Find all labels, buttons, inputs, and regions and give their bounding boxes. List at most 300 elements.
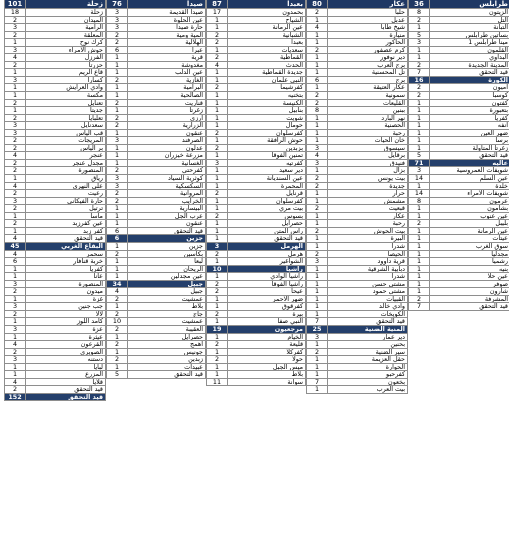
place-count: 4 bbox=[5, 341, 26, 348]
place-count: 1 bbox=[409, 137, 430, 144]
place-name: كرك نوح bbox=[79, 39, 103, 46]
table-row bbox=[107, 167, 205, 175]
place-count: 1 bbox=[409, 273, 430, 280]
place-count: 2 bbox=[207, 311, 228, 318]
place-name: بنيه bbox=[498, 265, 508, 273]
place-name: بلاط bbox=[191, 303, 203, 310]
place-count: 2 bbox=[5, 205, 26, 212]
place-name: برج العرب bbox=[377, 61, 405, 69]
place-name: الحدث bbox=[285, 61, 303, 69]
table-row bbox=[107, 341, 205, 349]
place-count: 3 bbox=[107, 17, 128, 24]
table-row bbox=[5, 341, 105, 349]
place-name: السكسكية bbox=[175, 182, 203, 190]
place-name: جديدة bbox=[389, 182, 405, 190]
place-name: سعدنايل bbox=[80, 122, 103, 129]
place-name: بحنين bbox=[390, 341, 405, 348]
place-name: بعبدا bbox=[287, 0, 303, 8]
place-name: الخرايب bbox=[181, 197, 203, 205]
table-row bbox=[307, 47, 407, 55]
place-count: 3 bbox=[107, 24, 128, 31]
place-name: طرابلس bbox=[479, 0, 508, 8]
place-count: 1 bbox=[207, 17, 228, 24]
place-count: 2 bbox=[5, 190, 26, 197]
table-row bbox=[409, 39, 509, 47]
place-name: ميس الجبل bbox=[272, 363, 303, 371]
place-name: جديدة القماطية bbox=[262, 69, 303, 76]
place-name: ببنين bbox=[392, 107, 405, 114]
place-count: 1 bbox=[207, 258, 228, 265]
place-name: بنابيل bbox=[288, 107, 303, 114]
place-name: قرنايل bbox=[286, 190, 303, 197]
table-row bbox=[5, 77, 105, 85]
place-name: حرار bbox=[392, 190, 405, 197]
table-row bbox=[107, 288, 205, 296]
table-row bbox=[307, 62, 407, 70]
place-name: الصالحية bbox=[180, 92, 203, 99]
place-name: المنية الضنية bbox=[364, 325, 405, 333]
table-row bbox=[307, 32, 407, 40]
place-name: جزين bbox=[186, 235, 203, 242]
place-name: قيد التحقق bbox=[74, 235, 103, 242]
table-row bbox=[207, 62, 305, 70]
place-name: جبيل bbox=[187, 280, 203, 288]
place-count: 2 bbox=[409, 84, 430, 91]
place-count: 2 bbox=[307, 92, 328, 99]
table-row bbox=[107, 228, 205, 236]
place-count: 1 bbox=[409, 145, 430, 152]
place-count: 5 bbox=[409, 152, 430, 159]
table-row bbox=[107, 190, 205, 198]
place-count: 2 bbox=[107, 341, 128, 348]
place-count: 5 bbox=[409, 32, 430, 39]
place-count: 1 bbox=[207, 318, 228, 325]
place-name: كرم عصفور bbox=[373, 46, 405, 54]
place-count: 2 bbox=[107, 326, 128, 333]
place-count: 2 bbox=[207, 190, 228, 197]
place-count: 1 bbox=[307, 273, 328, 280]
place-name: الشواغير bbox=[279, 258, 303, 265]
table-row bbox=[207, 273, 305, 281]
place-name: كفرقوق bbox=[281, 303, 303, 310]
place-count: 2 bbox=[5, 386, 26, 393]
place-count: 2 bbox=[409, 296, 430, 303]
place-name: بخعون bbox=[388, 378, 405, 386]
place-count: 1 bbox=[107, 243, 128, 250]
place-count: 2 bbox=[107, 32, 128, 39]
place-count: 1 bbox=[307, 303, 328, 310]
table-row bbox=[207, 24, 305, 32]
table-row bbox=[207, 303, 305, 311]
table-row bbox=[207, 107, 305, 115]
table-row bbox=[409, 100, 509, 108]
place-count: 1 bbox=[409, 24, 430, 31]
place-count: 3 bbox=[107, 137, 128, 144]
table-row bbox=[207, 183, 305, 191]
table-row bbox=[5, 32, 105, 40]
place-name: عنقون bbox=[186, 129, 203, 137]
place-count: 1 bbox=[5, 213, 26, 220]
table-row bbox=[307, 303, 407, 311]
district-subheader bbox=[207, 326, 305, 334]
table-row bbox=[307, 137, 407, 145]
place-name: سوق الغرب bbox=[476, 242, 508, 250]
table-row bbox=[107, 62, 205, 70]
district-header bbox=[107, 0, 205, 9]
place-count: 5 bbox=[107, 371, 128, 378]
place-count: 2 bbox=[307, 205, 328, 212]
place-name: جديتا bbox=[90, 107, 103, 114]
place-name: راشيا bbox=[285, 265, 303, 273]
place-name: خربة قنافار bbox=[73, 258, 103, 265]
place-name: قيد التحقق bbox=[479, 69, 508, 76]
place-count: 1 bbox=[207, 100, 228, 107]
place-count: 8 bbox=[409, 9, 430, 16]
place-name: الفرزل bbox=[84, 54, 103, 61]
place-name: سعديات bbox=[281, 46, 303, 54]
place-name: قاع الريم bbox=[78, 69, 103, 76]
place-count: 1 bbox=[107, 54, 128, 61]
place-name: عنقون bbox=[186, 220, 203, 227]
table-row bbox=[409, 84, 509, 92]
place-name: شدرا bbox=[391, 273, 405, 280]
place-count: 2 bbox=[207, 39, 228, 46]
place-name: بسوس bbox=[284, 212, 303, 220]
place-count: 10 bbox=[107, 318, 128, 325]
table-row bbox=[5, 318, 105, 326]
table-row bbox=[409, 228, 509, 236]
place-count: 1 bbox=[307, 243, 328, 250]
place-count: 1 bbox=[207, 122, 228, 129]
place-name: جونيس bbox=[183, 348, 203, 356]
district-column bbox=[408, 0, 509, 311]
place-name: عين الرمانة bbox=[272, 24, 303, 31]
place-name: وادي العرايش bbox=[66, 84, 103, 92]
table-row bbox=[307, 235, 407, 243]
table-row bbox=[207, 258, 305, 266]
place-name: عرمون bbox=[489, 197, 508, 205]
place-count: 1 bbox=[409, 107, 430, 114]
place-name: كفرشيما bbox=[280, 84, 303, 92]
table-row bbox=[207, 47, 305, 55]
place-name: المية ومية bbox=[176, 31, 203, 39]
place-count: 2 bbox=[5, 17, 26, 24]
place-name: الكنيسة bbox=[282, 99, 303, 107]
table-row bbox=[107, 122, 205, 130]
table-row bbox=[409, 273, 509, 281]
place-name: عين السنديانة bbox=[266, 175, 303, 182]
place-count: 25 bbox=[307, 326, 328, 333]
place-count: 3 bbox=[107, 175, 128, 182]
place-name: ضهر الأحمر bbox=[272, 295, 303, 303]
place-count: 1 bbox=[5, 364, 26, 371]
table-row bbox=[5, 205, 105, 213]
place-count: 2 bbox=[207, 213, 228, 220]
place-count: 1 bbox=[107, 349, 128, 356]
table-row bbox=[107, 371, 205, 379]
table-row bbox=[5, 311, 105, 319]
place-count: 1 bbox=[207, 273, 228, 280]
table-row bbox=[107, 251, 205, 259]
place-name: برقايل bbox=[388, 152, 405, 159]
table-row bbox=[5, 9, 105, 17]
place-name: زحلة bbox=[86, 0, 103, 8]
table-row bbox=[107, 183, 205, 191]
place-count: 1 bbox=[207, 183, 228, 190]
place-count: 1 bbox=[409, 228, 430, 235]
district-subheader bbox=[307, 326, 407, 334]
place-name: عين السلم bbox=[479, 175, 508, 182]
place-name: بعبدا bbox=[291, 39, 303, 46]
place-name: سوانة bbox=[287, 378, 303, 386]
table-row bbox=[107, 9, 205, 17]
place-name: العقيبة bbox=[185, 325, 203, 333]
place-count: 1 bbox=[409, 251, 430, 258]
table-row bbox=[409, 115, 509, 123]
place-name: عين كفرزبد bbox=[72, 220, 103, 227]
place-name: قرية bbox=[191, 54, 203, 61]
table-row bbox=[5, 379, 105, 387]
place-name: قيد التحقق bbox=[479, 152, 508, 159]
place-name: المنصورة bbox=[78, 167, 103, 175]
place-count: 1 bbox=[409, 258, 430, 265]
place-count: 1 bbox=[207, 115, 228, 122]
place-name: جزين bbox=[188, 242, 203, 250]
place-name: رحبة bbox=[392, 129, 405, 137]
place-name: عزة bbox=[92, 325, 103, 333]
place-name: الحيصا bbox=[387, 250, 405, 258]
table-row bbox=[5, 198, 105, 206]
table-row bbox=[307, 349, 407, 357]
table-row bbox=[307, 160, 407, 168]
place-name: راشيا الفوقا bbox=[271, 280, 303, 288]
place-count: 1 bbox=[207, 167, 228, 174]
table-row bbox=[107, 32, 205, 40]
place-count: 4 bbox=[5, 235, 26, 242]
place-name: عين حلا bbox=[487, 273, 508, 280]
place-name: مشمش bbox=[384, 197, 405, 205]
place-count: 45 bbox=[5, 243, 26, 250]
table-row bbox=[107, 266, 205, 274]
place-count: 1 bbox=[409, 205, 430, 212]
place-count: 2 bbox=[207, 130, 228, 137]
place-name: زغرتا bbox=[189, 107, 203, 114]
table-row bbox=[409, 258, 509, 266]
table-row bbox=[5, 24, 105, 32]
table-row bbox=[5, 371, 105, 379]
table-row bbox=[409, 122, 509, 130]
place-name: حارة صيدا bbox=[176, 24, 203, 31]
place-count: 14 bbox=[409, 175, 430, 182]
place-name: جب جنين bbox=[78, 303, 103, 310]
place-count: 8 bbox=[307, 107, 328, 114]
place-name: هرمل bbox=[287, 250, 303, 258]
place-name: عمشيت bbox=[181, 295, 203, 303]
table-row bbox=[409, 54, 509, 62]
place-count: 2 bbox=[409, 17, 430, 24]
place-count: 1 bbox=[307, 281, 328, 288]
table-row bbox=[107, 84, 205, 92]
table-row bbox=[409, 303, 509, 311]
place-count: 11 bbox=[207, 379, 228, 386]
table-row bbox=[307, 213, 407, 221]
place-count: 17 bbox=[207, 9, 228, 16]
place-name: ضهر العين bbox=[480, 129, 508, 137]
place-count: 1 bbox=[5, 228, 26, 235]
table-row bbox=[409, 251, 509, 259]
place-name: منيارة bbox=[389, 31, 405, 39]
place-count: 2 bbox=[5, 167, 26, 174]
place-name: الهلالية bbox=[185, 39, 203, 46]
table-row bbox=[5, 266, 105, 274]
place-count: 34 bbox=[107, 281, 128, 288]
place-count: 2 bbox=[307, 47, 328, 54]
place-name: أنفه bbox=[497, 122, 508, 129]
place-name: جبيل bbox=[190, 288, 203, 295]
place-count: 4 bbox=[5, 379, 26, 386]
place-count: 2 bbox=[5, 137, 26, 144]
place-name: بكاسين bbox=[183, 250, 203, 258]
table-row bbox=[307, 39, 407, 47]
place-count: 1 bbox=[207, 152, 228, 159]
place-count: 7 bbox=[307, 379, 328, 386]
table-row bbox=[107, 160, 205, 168]
place-name: الكويخات bbox=[380, 310, 405, 318]
place-name: المزرع bbox=[85, 371, 103, 378]
place-name: تعلبايا bbox=[88, 114, 103, 122]
district-subheader bbox=[409, 160, 509, 168]
place-count: 1 bbox=[409, 281, 430, 288]
table-row bbox=[409, 167, 509, 175]
place-count: 1 bbox=[107, 107, 128, 114]
place-count: 1 bbox=[207, 69, 228, 76]
place-name: غزة bbox=[92, 295, 103, 303]
place-count: 1 bbox=[107, 364, 128, 371]
place-count: 2 bbox=[107, 77, 128, 84]
place-count: 4 bbox=[207, 62, 228, 69]
table-row bbox=[207, 175, 305, 183]
place-name: الصرفند bbox=[181, 137, 203, 144]
place-count: 1 bbox=[107, 152, 128, 159]
place-name: الحوارة bbox=[385, 363, 405, 371]
table-row bbox=[107, 303, 205, 311]
place-count: 6 bbox=[5, 258, 26, 265]
place-name: قيد التحقق bbox=[376, 318, 405, 325]
place-name: المشرفة bbox=[484, 295, 508, 303]
place-count: 2 bbox=[207, 54, 228, 61]
table-row bbox=[307, 167, 407, 175]
table-row bbox=[107, 334, 205, 342]
district-subheader bbox=[107, 235, 205, 243]
table-row bbox=[5, 235, 105, 243]
table-row bbox=[307, 258, 407, 266]
district-subheader bbox=[5, 243, 105, 251]
place-count: 3 bbox=[5, 303, 26, 310]
place-count: 1 bbox=[409, 122, 430, 129]
table-row bbox=[409, 213, 509, 221]
table-row bbox=[409, 107, 509, 115]
table-row bbox=[307, 243, 407, 251]
place-count: 1 bbox=[107, 213, 128, 220]
place-count: 3 bbox=[107, 183, 128, 190]
district-column bbox=[306, 0, 408, 394]
table-row bbox=[5, 296, 105, 304]
place-name: الميدان bbox=[83, 16, 103, 24]
place-name: عدبل bbox=[391, 16, 405, 24]
table-row bbox=[207, 228, 305, 236]
table-row bbox=[307, 190, 407, 198]
place-count: 1 bbox=[107, 130, 128, 137]
table-row bbox=[207, 296, 305, 304]
place-name: زحلة bbox=[90, 9, 103, 16]
place-name: رعيت bbox=[87, 190, 103, 197]
table-row bbox=[107, 205, 205, 213]
place-count: 2 bbox=[307, 9, 328, 16]
table-row bbox=[207, 371, 305, 379]
table-row bbox=[307, 77, 407, 85]
place-name: حقل العزيمة bbox=[371, 356, 405, 363]
table-row bbox=[107, 145, 205, 153]
table-row bbox=[5, 334, 105, 342]
table-row bbox=[409, 137, 509, 145]
place-count: 1 bbox=[5, 92, 26, 99]
place-count: 1 bbox=[107, 273, 128, 280]
table-row bbox=[409, 69, 509, 77]
place-count: 1 bbox=[307, 296, 328, 303]
table-row bbox=[107, 258, 205, 266]
table-row bbox=[5, 183, 105, 191]
place-count: 1 bbox=[5, 175, 26, 182]
place-name: الحصنية bbox=[384, 122, 405, 129]
table-row bbox=[5, 17, 105, 25]
place-name: كفرسلوان bbox=[275, 129, 303, 137]
place-name: مكسة bbox=[86, 92, 103, 99]
table-row bbox=[107, 100, 205, 108]
table-row bbox=[5, 326, 105, 334]
table-row bbox=[409, 92, 509, 100]
place-count: 2 bbox=[107, 198, 128, 205]
place-name: بتعبورة bbox=[489, 107, 508, 114]
table-row bbox=[5, 92, 105, 100]
place-name: البرامية bbox=[183, 84, 203, 92]
place-count: 1 bbox=[307, 220, 328, 227]
district-header bbox=[207, 0, 305, 9]
place-name: مرجعيون bbox=[274, 325, 303, 333]
table-row bbox=[307, 9, 407, 17]
table-row bbox=[409, 47, 509, 55]
place-name: بشامون bbox=[487, 205, 508, 212]
place-count: 1 bbox=[409, 266, 430, 273]
place-name: عرب الجل bbox=[174, 212, 203, 220]
place-count: 1 bbox=[207, 371, 228, 378]
place-count: 6 bbox=[307, 77, 328, 84]
place-count: 1 bbox=[5, 84, 26, 91]
table-row bbox=[207, 379, 305, 387]
place-count: 3 bbox=[207, 160, 228, 167]
place-name: لالا bbox=[95, 310, 103, 318]
place-name: شويفات الأمراء bbox=[467, 190, 508, 197]
place-name: خان الحيات bbox=[374, 137, 405, 144]
table-row bbox=[409, 24, 509, 32]
place-count: 6 bbox=[107, 235, 128, 242]
place-name: بيت الحوش bbox=[374, 227, 405, 235]
place-count: 1 bbox=[5, 39, 26, 46]
place-count: 2 bbox=[5, 349, 26, 356]
table-row bbox=[107, 24, 205, 32]
place-count: 1 bbox=[307, 356, 328, 363]
place-count: 1 bbox=[207, 349, 228, 356]
place-count: 1 bbox=[207, 364, 228, 371]
